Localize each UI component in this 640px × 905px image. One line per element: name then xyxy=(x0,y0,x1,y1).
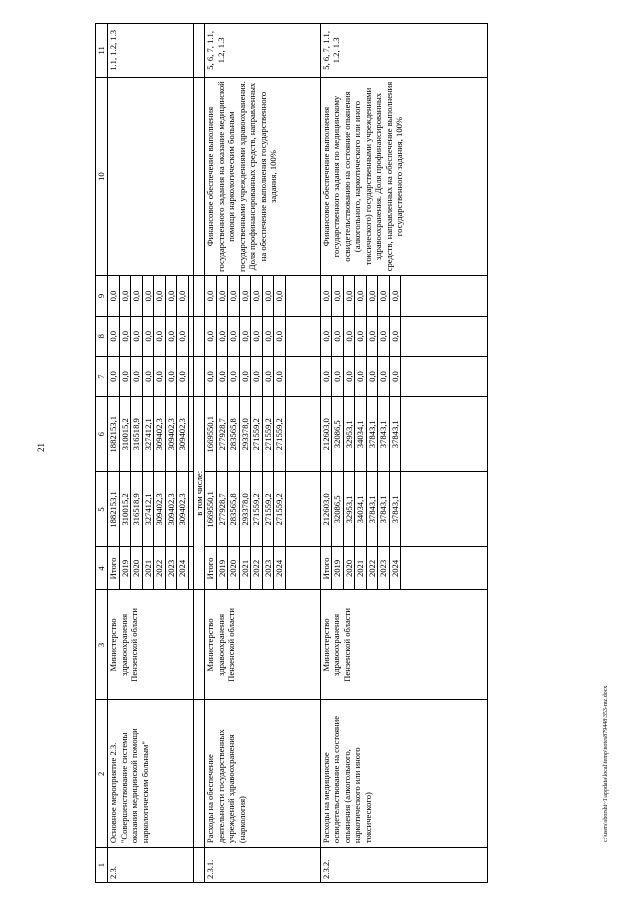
value-cell: 0,0 xyxy=(228,356,240,396)
value-cell: 0,0 xyxy=(239,316,251,356)
value-cell: 271559,2 xyxy=(262,472,274,547)
value-cell: 327412,1 xyxy=(142,472,154,547)
year-cell: Итого xyxy=(108,547,120,590)
empty-cell xyxy=(285,547,320,590)
section-2-3-2 xyxy=(320,24,488,883)
value-cell: 0,0 xyxy=(108,356,120,396)
indicator-description: Финансовое обеспечение выполнения государственного задания по медицинскому освидетельствованию на состояние опьянения (алкогольного, наркотического или иного токсического) государственными учреждениями здравоохранения. Доля профинансированных средств, направленных на обеспечение выполнения государственного задания, 100% xyxy=(320,77,488,276)
table-row xyxy=(320,24,332,883)
value-cell: 0,0 xyxy=(228,276,240,316)
value-cell: 0,0 xyxy=(154,276,166,316)
value-cell: 0,0 xyxy=(142,356,154,396)
value-cell: 309402,3 xyxy=(154,472,166,547)
value-cell: 0,0 xyxy=(154,356,166,396)
section-executor: Министерство здравоохранения Пензенской области xyxy=(108,590,194,700)
value-cell: 0,0 xyxy=(228,316,240,356)
year-cell: 2020 xyxy=(228,547,240,590)
value-cell: 37843,1 xyxy=(389,397,401,472)
table-row xyxy=(108,24,120,883)
value-cell: 32086,5 xyxy=(332,397,344,472)
indicator-link: 5, 6, 7, 1.1, 1.2, 1.3 xyxy=(205,24,321,78)
value-cell: 34034,1 xyxy=(355,472,367,547)
value-cell: 0,0 xyxy=(119,316,131,356)
value-cell: 0,0 xyxy=(119,276,131,316)
value-cell: 0,0 xyxy=(332,356,344,396)
value-cell: 212603,0 xyxy=(320,472,332,547)
value-cell: 212603,0 xyxy=(320,397,332,472)
year-cell: 2023 xyxy=(378,547,390,590)
value-cell: 0,0 xyxy=(343,276,355,316)
empty-cell xyxy=(401,547,488,590)
section-2-3-1 xyxy=(205,24,321,883)
value-cell: 0,0 xyxy=(389,276,401,316)
section-name: Расходы на обеспечение деятельности государственных учреждений здравоохранения (наркология) xyxy=(205,700,321,848)
value-cell: 37843,1 xyxy=(366,472,378,547)
value-cell: 0,0 xyxy=(389,316,401,356)
year-cell: 2022 xyxy=(366,547,378,590)
year-cell: 2021 xyxy=(355,547,367,590)
year-cell: 2019 xyxy=(119,547,131,590)
value-cell: 0,0 xyxy=(262,316,274,356)
empty-cell xyxy=(401,316,488,356)
in-that-number-row xyxy=(193,24,205,883)
value-cell: 0,0 xyxy=(177,356,189,396)
value-cell: 309402,3 xyxy=(177,397,189,472)
year-cell: 2021 xyxy=(142,547,154,590)
value-cell: 327412,1 xyxy=(142,397,154,472)
value-cell: 37843,1 xyxy=(378,397,390,472)
indicator-link: 1.1, 1.2, 1.3 xyxy=(108,24,194,78)
value-cell: 0,0 xyxy=(165,356,177,396)
header-cell: 3 xyxy=(96,590,108,700)
value-cell: 0,0 xyxy=(355,356,367,396)
year-cell: 2019 xyxy=(216,547,228,590)
value-cell: 0,0 xyxy=(239,356,251,396)
value-cell: 277928,7 xyxy=(216,472,228,547)
header-cell: 9 xyxy=(96,276,108,316)
value-cell: 0,0 xyxy=(177,276,189,316)
value-cell: 0,0 xyxy=(251,316,263,356)
value-cell: 293378,0 xyxy=(239,397,251,472)
empty-cell xyxy=(401,397,488,472)
year-cell: 2023 xyxy=(165,547,177,590)
value-cell: 0,0 xyxy=(378,316,390,356)
value-cell: 0,0 xyxy=(205,276,217,316)
section-executor: Министерство здравоохранения Пензенской области xyxy=(320,590,488,700)
value-cell: 283565,8 xyxy=(228,397,240,472)
value-cell: 0,0 xyxy=(142,276,154,316)
value-cell: 0,0 xyxy=(378,276,390,316)
value-cell: 0,0 xyxy=(239,276,251,316)
value-cell: 309402,3 xyxy=(165,397,177,472)
header-cell: 8 xyxy=(96,316,108,356)
value-cell: 0,0 xyxy=(332,276,344,316)
value-cell: 0,0 xyxy=(366,316,378,356)
year-cell: 2021 xyxy=(239,547,251,590)
value-cell: 1669550,1 xyxy=(205,472,217,547)
header-cell: 1 xyxy=(96,848,108,883)
value-cell: 0,0 xyxy=(165,276,177,316)
rotated-table-container xyxy=(95,23,605,883)
page-number: 21 xyxy=(36,443,46,452)
empty-cell xyxy=(285,472,320,547)
indicator-link: 5, 6, 7, 1.1, 1.2, 1.3 xyxy=(320,24,488,78)
header-row xyxy=(96,24,108,883)
value-cell: 1669550,1 xyxy=(205,397,217,472)
value-cell: 0,0 xyxy=(216,276,228,316)
value-cell: 0,0 xyxy=(274,276,286,316)
value-cell: 0,0 xyxy=(154,316,166,356)
value-cell: 0,0 xyxy=(366,356,378,396)
value-cell: 271559,2 xyxy=(274,472,286,547)
value-cell: 0,0 xyxy=(119,356,131,396)
value-cell: 32953,1 xyxy=(343,472,355,547)
value-cell: 0,0 xyxy=(131,356,143,396)
header-cell: 7 xyxy=(96,356,108,396)
value-cell: 0,0 xyxy=(205,356,217,396)
empty-cell xyxy=(285,316,320,356)
value-cell: 0,0 xyxy=(332,316,344,356)
empty-cell xyxy=(401,356,488,396)
value-cell: 316518,9 xyxy=(131,397,143,472)
year-cell: 2022 xyxy=(154,547,166,590)
value-cell: 0,0 xyxy=(355,316,367,356)
value-cell: 0,0 xyxy=(320,356,332,396)
value-cell: 0,0 xyxy=(355,276,367,316)
program-table xyxy=(95,23,488,883)
value-cell: 0,0 xyxy=(262,276,274,316)
header-cell: 4 xyxy=(96,547,108,590)
year-cell: 2019 xyxy=(332,547,344,590)
value-cell: 309402,3 xyxy=(165,472,177,547)
value-cell: 0,0 xyxy=(165,316,177,356)
value-cell: 271559,2 xyxy=(262,397,274,472)
year-cell: 2023 xyxy=(262,547,274,590)
value-cell: 0,0 xyxy=(262,356,274,396)
value-cell: 0,0 xyxy=(320,276,332,316)
value-cell: 0,0 xyxy=(320,316,332,356)
value-cell: 293378,0 xyxy=(239,472,251,547)
section-number: 2.3.2. xyxy=(320,848,488,883)
value-cell: 0,0 xyxy=(274,356,286,396)
value-cell: 277928,7 xyxy=(216,397,228,472)
value-cell: 316518,9 xyxy=(131,472,143,547)
year-cell: 2020 xyxy=(343,547,355,590)
section-number: 2.3. xyxy=(108,848,194,883)
section-number: 2.3.1. xyxy=(205,848,321,883)
value-cell: 271559,2 xyxy=(251,472,263,547)
value-cell: 271559,2 xyxy=(274,397,286,472)
value-cell: 0,0 xyxy=(274,316,286,356)
value-cell: 32953,1 xyxy=(343,397,355,472)
year-cell: 2024 xyxy=(389,547,401,590)
value-cell: 0,0 xyxy=(177,316,189,356)
year-cell: 2020 xyxy=(131,547,143,590)
empty-cell xyxy=(285,276,320,316)
value-cell: 0,0 xyxy=(378,356,390,396)
value-cell: 283565,8 xyxy=(228,472,240,547)
empty-cell xyxy=(285,397,320,472)
section-2-3 xyxy=(108,24,194,883)
year-cell: 2024 xyxy=(177,547,189,590)
value-cell: 0,0 xyxy=(389,356,401,396)
value-cell: 0,0 xyxy=(343,356,355,396)
value-cell: 0,0 xyxy=(251,276,263,316)
header-cell: 10 xyxy=(96,77,108,276)
value-cell: 0,0 xyxy=(216,356,228,396)
section-name: Расходы на медицинское освидетельствование на состояние опьянения (алкогольного, наркотического или иного токсического) xyxy=(320,700,488,848)
value-cell: 310015,2 xyxy=(119,397,131,472)
header-cell: 11 xyxy=(96,24,108,78)
value-cell: 0,0 xyxy=(205,316,217,356)
value-cell: 0,0 xyxy=(251,356,263,396)
value-cell: 309402,3 xyxy=(177,472,189,547)
value-cell: 0,0 xyxy=(131,316,143,356)
file-path-footer: c:\users\sborshi~1\appdata\local\temp\notes879448\353-mz.docx xyxy=(603,685,609,842)
value-cell: 0,0 xyxy=(366,276,378,316)
value-cell: 1882153,1 xyxy=(108,397,120,472)
value-cell: 0,0 xyxy=(108,316,120,356)
year-cell: 2022 xyxy=(251,547,263,590)
value-cell: 37843,1 xyxy=(378,472,390,547)
value-cell: 0,0 xyxy=(343,316,355,356)
value-cell: 32086,5 xyxy=(332,472,344,547)
value-cell: 271559,2 xyxy=(251,397,263,472)
header-cell: 5 xyxy=(96,472,108,547)
empty-cell xyxy=(285,356,320,396)
value-cell: 309402,3 xyxy=(154,397,166,472)
value-cell: 1882153,1 xyxy=(108,472,120,547)
table-row xyxy=(205,24,217,883)
section-executor: Министерство здравоохранения Пензенской области xyxy=(205,590,321,700)
indicator-description: Финансовое обеспечение выполнения государственного задания на оказание медицинской помощи наркологическим больным государственными учреждениями здравоохранения. Доля профинансированных средств, направленных на обеспечение выполнения государственного задания, 100% xyxy=(205,77,321,276)
empty-cell xyxy=(401,472,488,547)
section-name: Основное мероприятие 2.3. "Совершенствование системы оказания медицинской помощи наркологическим больным" xyxy=(108,700,194,848)
value-cell: 0,0 xyxy=(131,276,143,316)
value-cell: 0,0 xyxy=(142,316,154,356)
value-cell: 0,0 xyxy=(108,276,120,316)
value-cell: 310015,2 xyxy=(119,472,131,547)
value-cell: 0,0 xyxy=(216,316,228,356)
year-cell: 2024 xyxy=(274,547,286,590)
year-cell: Итого xyxy=(205,547,217,590)
in-that-number-label: в том числе: xyxy=(193,397,205,590)
header-cell: 6 xyxy=(96,397,108,472)
value-cell: 37843,1 xyxy=(389,472,401,547)
indicator-description xyxy=(108,77,194,276)
empty-cell xyxy=(401,276,488,316)
value-cell: 34034,1 xyxy=(355,397,367,472)
year-cell: Итого xyxy=(320,547,332,590)
header-cell: 2 xyxy=(96,700,108,848)
value-cell: 37843,1 xyxy=(366,397,378,472)
